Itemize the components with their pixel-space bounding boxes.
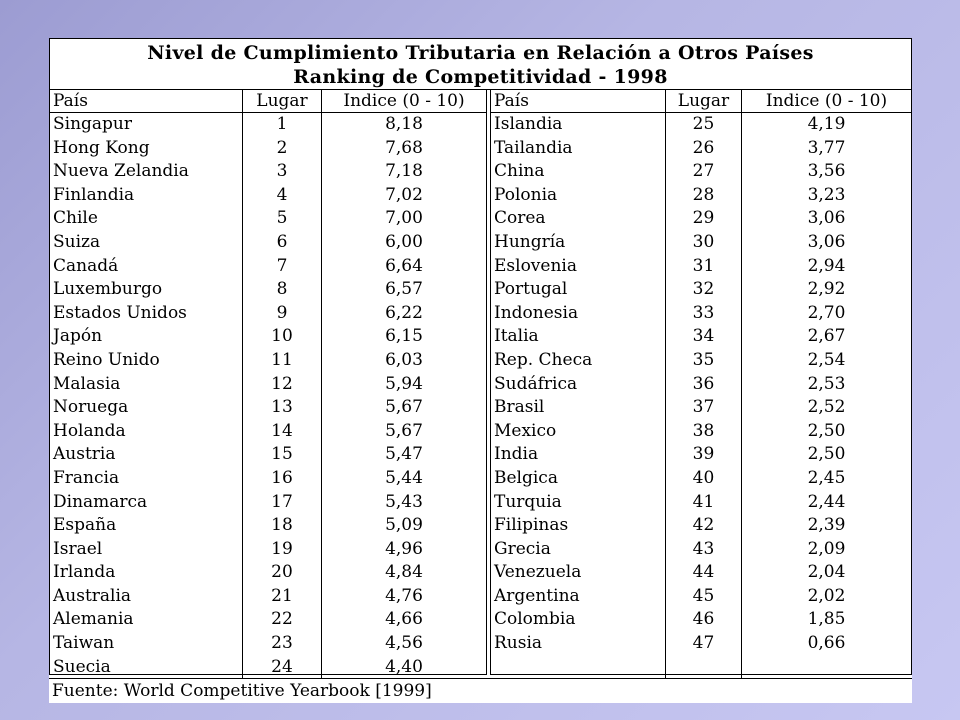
table-row [491,113,911,137]
rank-cell: 41 [665,491,741,515]
country-cell: Portugal [494,279,568,300]
index-cell: 5,09 [321,514,486,538]
rank-cell: 3 [242,160,321,184]
table-row [50,420,486,444]
rank-cell: 17 [242,491,321,515]
country-cell: Tailandia [494,137,573,158]
index-cell: 7,18 [321,160,486,184]
rank-cell: 19 [242,538,321,562]
rank-header: Lugar [242,90,321,112]
table-row [491,184,911,208]
left-header-row [50,90,486,113]
country-cell: Dinamarca [53,491,148,512]
table-row [50,443,486,467]
country-cell: Suecia [53,656,111,677]
country-cell: Austria [53,444,116,465]
index-cell: 5,67 [321,420,486,444]
table-row [491,608,911,632]
table-row [50,632,486,656]
index-cell: 6,64 [321,255,486,279]
country-cell: Japón [53,326,103,347]
index-cell: 0,66 [741,632,911,656]
index-cell: 4,56 [321,632,486,656]
country-cell: Estados Unidos [53,302,187,323]
country-cell: Venezuela [494,562,582,583]
rank-cell: 33 [665,302,741,326]
country-cell [491,656,665,680]
index-cell: 2,44 [741,491,911,515]
index-cell: 4,19 [741,113,911,137]
country-cell: Reino Unido [53,349,160,370]
rank-cell: 26 [665,137,741,161]
table-row [50,184,486,208]
table-row [491,420,911,444]
table-row [50,137,486,161]
index-cell: 3,77 [741,137,911,161]
country-cell: Turquia [494,491,562,512]
table-row [50,373,486,397]
table-row [491,396,911,420]
table-row [491,561,911,585]
table-row [50,113,486,137]
country-cell: Malasia [53,373,121,394]
rank-cell: 22 [242,608,321,632]
country-cell: Rusia [494,633,543,654]
table-row [491,302,911,326]
table-row [50,514,486,538]
rank-cell: 7 [242,255,321,279]
rank-cell: 16 [242,467,321,491]
index-cell: 5,44 [321,467,486,491]
rank-cell: 2 [242,137,321,161]
table-row [491,514,911,538]
rank-cell: 1 [242,113,321,137]
index-cell: 4,84 [321,561,486,585]
rank-cell: 21 [242,585,321,609]
table-row [50,349,486,373]
table-row [50,278,486,302]
table-title: Nivel de Cumplimiento Tributaria en Relación a Otros Países [147,42,814,64]
country-cell: Polonia [494,184,558,205]
source-note: Fuente: World Competitive Yearbook [1999] [49,678,912,702]
table-row [491,467,911,491]
country-cell: Chile [53,208,98,229]
index-cell: 4,66 [321,608,486,632]
rank-cell: 9 [242,302,321,326]
country-cell: Noruega [53,397,129,418]
country-cell: Filipinas [494,515,569,536]
index-cell: 6,00 [321,231,486,255]
country-cell: Islandia [494,114,563,134]
rank-cell: 42 [665,514,741,538]
rank-cell: 15 [242,443,321,467]
rank-cell: 31 [665,255,741,279]
rank-cell: 39 [665,443,741,467]
country-cell: Australia [53,585,132,606]
country-cell: Hungría [494,231,566,252]
index-cell: 4,76 [321,585,486,609]
rank-cell: 44 [665,561,741,585]
right-table-panel [490,89,912,675]
index-cell [741,656,911,680]
rank-cell: 25 [665,113,741,137]
country-cell: Finlandia [53,184,135,205]
country-header: País [494,91,529,111]
rank-cell: 43 [665,538,741,562]
index-cell: 6,57 [321,278,486,302]
index-cell: 3,56 [741,160,911,184]
index-cell: 2,02 [741,585,911,609]
table-row [491,656,911,680]
rank-cell: 11 [242,349,321,373]
table-row [491,160,911,184]
index-cell: 7,68 [321,137,486,161]
index-cell: 2,50 [741,420,911,444]
index-cell: 8,18 [321,113,486,137]
country-cell: Mexico [494,420,557,441]
index-cell: 2,45 [741,467,911,491]
left-table-panel [49,89,487,675]
rank-cell: 13 [242,396,321,420]
country-cell: Eslovenia [494,255,577,276]
table-row [50,608,486,632]
table-row [50,396,486,420]
left-rows [50,113,486,679]
rank-cell: 28 [665,184,741,208]
country-cell: Sudáfrica [494,373,578,394]
index-cell: 3,06 [741,231,911,255]
table-row [50,656,486,680]
rank-cell: 18 [242,514,321,538]
table-row [50,538,486,562]
rank-cell: 27 [665,160,741,184]
rank-cell: 4 [242,184,321,208]
country-cell: Taiwan [53,633,115,654]
right-rows [491,113,911,679]
index-cell: 2,53 [741,373,911,397]
country-cell: Alemania [53,609,134,630]
table-row [491,278,911,302]
table-row [50,160,486,184]
index-cell: 2,52 [741,396,911,420]
rank-cell: 37 [665,396,741,420]
right-header-row [491,90,911,113]
country-cell: España [53,515,117,536]
index-cell: 2,54 [741,349,911,373]
rank-cell: 30 [665,231,741,255]
index-cell: 2,94 [741,255,911,279]
country-cell: Corea [494,208,546,229]
rank-cell: 23 [242,632,321,656]
table-row [491,632,911,656]
rank-cell: 46 [665,608,741,632]
table-row [491,231,911,255]
rank-cell: 35 [665,349,741,373]
index-cell: 2,50 [741,443,911,467]
table-row [491,137,911,161]
rank-cell: 36 [665,373,741,397]
index-cell: 5,43 [321,491,486,515]
country-cell: Brasil [494,397,545,418]
table-row [50,231,486,255]
index-cell: 3,23 [741,184,911,208]
country-cell: China [494,161,545,182]
index-cell: 3,06 [741,207,911,231]
country-cell: Belgica [494,467,558,488]
rank-cell: 34 [665,325,741,349]
country-cell: Colombia [494,609,576,630]
table-row [50,491,486,515]
index-cell: 7,00 [321,207,486,231]
table-row [491,349,911,373]
table-row [491,491,911,515]
rank-cell [665,656,741,680]
table-row [491,255,911,279]
rank-cell: 5 [242,207,321,231]
country-header: País [53,91,88,111]
index-cell: 2,92 [741,278,911,302]
rank-cell: 40 [665,467,741,491]
country-cell: Irlanda [53,562,116,583]
index-cell: 7,02 [321,184,486,208]
rank-cell: 10 [242,325,321,349]
rank-header: Lugar [665,90,741,112]
index-cell: 1,85 [741,608,911,632]
country-cell: Luxemburgo [53,279,163,300]
rank-cell: 32 [665,278,741,302]
table-sheet [49,38,912,703]
country-cell: Grecia [494,538,551,559]
index-cell: 2,04 [741,561,911,585]
country-cell: Italia [494,326,539,347]
country-cell: Argentina [494,585,580,606]
rank-cell: 29 [665,207,741,231]
country-cell: Rep. Checa [494,349,593,370]
country-cell: Holanda [53,420,126,441]
index-cell: 6,15 [321,325,486,349]
country-cell: Suiza [53,231,101,252]
rank-cell: 47 [665,632,741,656]
index-cell: 2,39 [741,514,911,538]
table-row [50,325,486,349]
rank-cell: 20 [242,561,321,585]
table-row [50,207,486,231]
country-cell: Canadá [53,255,119,276]
index-cell: 5,67 [321,396,486,420]
country-cell: Francia [53,467,120,488]
rank-cell: 38 [665,420,741,444]
table-row [50,255,486,279]
index-cell: 5,47 [321,443,486,467]
index-header: Indice (0 - 10) [741,90,911,112]
table-row [50,302,486,326]
country-cell: Singapur [53,114,133,134]
rank-cell: 8 [242,278,321,302]
index-cell: 6,03 [321,349,486,373]
index-cell: 4,96 [321,538,486,562]
index-cell: 4,40 [321,656,486,680]
rank-cell: 6 [242,231,321,255]
rank-cell: 12 [242,373,321,397]
table-row [491,373,911,397]
table-row [50,467,486,491]
table-row [491,207,911,231]
country-cell: Indonesia [494,302,579,323]
rank-cell: 45 [665,585,741,609]
country-cell: Nueva Zelandia [53,161,189,182]
table-row [50,585,486,609]
table-row [50,561,486,585]
country-cell: India [494,444,539,465]
index-cell: 6,22 [321,302,486,326]
table-row [491,325,911,349]
table-row [491,538,911,562]
index-cell: 5,94 [321,373,486,397]
table-row [491,585,911,609]
index-header: Indice (0 - 10) [321,90,486,112]
country-cell: Hong Kong [53,137,150,158]
table-title-box [49,38,912,90]
table-subtitle: Ranking de Competitividad - 1998 [293,66,668,88]
table-row [491,443,911,467]
index-cell: 2,67 [741,325,911,349]
index-cell: 2,09 [741,538,911,562]
country-cell: Israel [53,538,103,559]
rank-cell: 14 [242,420,321,444]
index-cell: 2,70 [741,302,911,326]
rank-cell: 24 [242,656,321,680]
